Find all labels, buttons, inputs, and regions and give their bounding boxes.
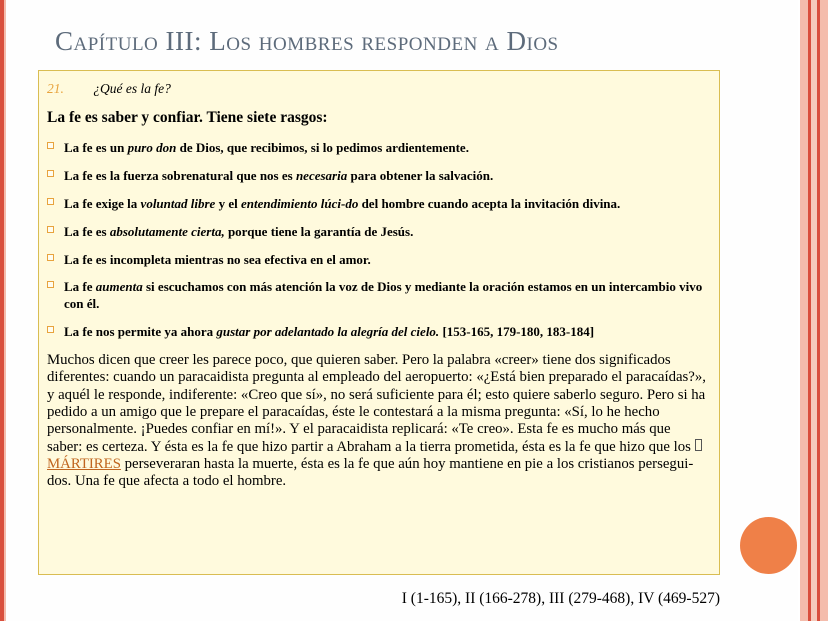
reference-footer: I (1-165), II (166-278), III (279-468), IV (469-527) — [401, 590, 720, 607]
section-heading: La fe es saber y confiar. Tiene siete rasgos: — [47, 109, 328, 126]
bullet-square-icon — [47, 254, 54, 261]
left-border-stripe — [0, 0, 6, 621]
question-line — [47, 81, 711, 97]
bullet-text: La fe es absolutamente cierta, porque tiene la garantía de Jesús. — [64, 223, 414, 239]
bullet-text: La fe nos permite ya ahora gustar por adelantado la alegría del cielo. [153-165, 179-180, 183-184] — [64, 324, 595, 340]
bullet-text: La fe es un puro don de Dios, que recibimos, si lo pedimos ardientemente. — [64, 140, 469, 155]
content-card — [38, 70, 720, 575]
right-border-stripes — [798, 0, 828, 621]
bullet-text: La fe es la fuerza sobrenatural que nos es necesaria para obtener la salvación. — [64, 167, 494, 183]
bullet-text: La fe exige la voluntad libre y el entendimiento lúci-do del hombre cuando acepta la invitación divina. — [64, 195, 621, 211]
decorative-circle — [740, 517, 797, 574]
slide-title: Capítulo III: Los hombres responden a Dios — [55, 26, 559, 56]
bullet-item — [47, 324, 711, 341]
bullet-square-icon — [47, 170, 54, 177]
question-number: 21. — [47, 81, 64, 96]
bullet-square-icon — [47, 281, 54, 288]
bullet-square-icon — [47, 326, 54, 333]
bullet-item — [47, 279, 711, 313]
bullet-text: La fe es incompleta mientras no sea efectiva en el amor. — [64, 251, 371, 267]
bullet-square-icon — [47, 198, 54, 205]
bullet-item — [47, 196, 711, 213]
bullet-square-icon — [47, 142, 54, 149]
bullet-item — [47, 140, 711, 157]
bullet-list — [45, 140, 711, 341]
bullet-text: La fe aumenta si escuchamos con más atención la voz de Dios y mediante la oración estamos en un intercambio vivo con él. — [64, 279, 703, 312]
question-text: ¿Qué es la fe? — [93, 81, 171, 96]
bullet-item — [47, 252, 711, 269]
bullet-square-icon — [47, 226, 54, 233]
bullet-item — [47, 168, 711, 185]
martires-link[interactable]: MÁRTIRES — [47, 455, 121, 472]
paragraph-text: perseveraran hasta la muerte, ésta es la fe que aún hoy mantiene en pie a los cristianos persegui-dos. Una fe que afecta a todo el hombre. — [47, 455, 694, 490]
paragraph-text: Muchos dicen que creer les parece poco, que quieren saber. Pero la palabra «creer» tiene dos significados diferentes: cuando un paracaidista pregunta al empleado del aeropuerto: «¿Está bien preparado el paracaídas?», y aquél le responde, indiferente: «Creo que sí», no será suficiente para él; esto quiere saberlo seguro. Pero si ha pedido a un amigo que le prepare el paracaídas, éste le contestará a la misma pregunta: «Sí, lo he hecho personalmente. ¡Puedes confiar en mí!». Y el paracaidista replicará: «Te creo». Esta fe es mucho más que saber: es certeza. Y ésta es la fe que hizo partir a Abraham a la tierra prometida, ésta es la fe que hizo que los — [47, 352, 706, 455]
missing-glyph-box-icon — [695, 439, 702, 451]
bullet-item — [47, 224, 711, 241]
body-paragraph — [45, 352, 711, 490]
